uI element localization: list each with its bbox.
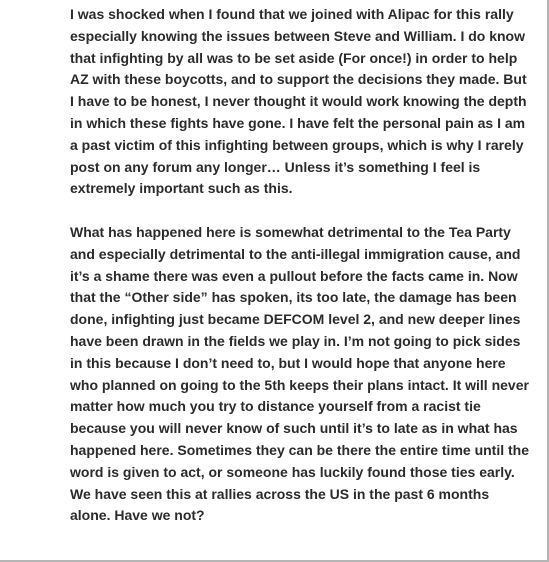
post-paragraph-2: What has happened here is somewhat detrimental to the Tea Party and especially detrimental to the anti-illegal immigration cause, and it’s a shame there was even a pullout before the facts came in. Now that the “Other side” has spoken, its too late, the damage has been done, infighting just became DEFCOM level 2, and new deeper lines have been drawn in the fields we play in. I’m not going to pick sides in this because I don’t need to, but I would hope that anyone here who planned on going to the 5th keeps their plans intact. It will never matter how much you try to distance yourself from a racist tie because you will never know of such until it’s to late as in what has happened here. Sometimes they can be there the entire time until the word is given to act, or someone has luckily found those ties early. We have seen this at rallies across the US in the past 6 months alone. Have we not?: [70, 223, 529, 524]
post-paragraph-1: I was shocked when I found that we joined with Alipac for this rally especially knowing the issues between Steve and William. I do know that infighting by all was to be set aside (For once!) in order to help AZ with these boycotts, and to support the decisions they made. But I have to be honest, I never thought it would work knowing the depth in which these fights have gone. I have felt the personal pain as I am a past victim of this infighting between groups, which is why I rarely post on any forum any longer… Unless it’s something I feel is extremely important such as this.: [70, 6, 527, 197]
forum-post-body: [70, 4, 532, 527]
